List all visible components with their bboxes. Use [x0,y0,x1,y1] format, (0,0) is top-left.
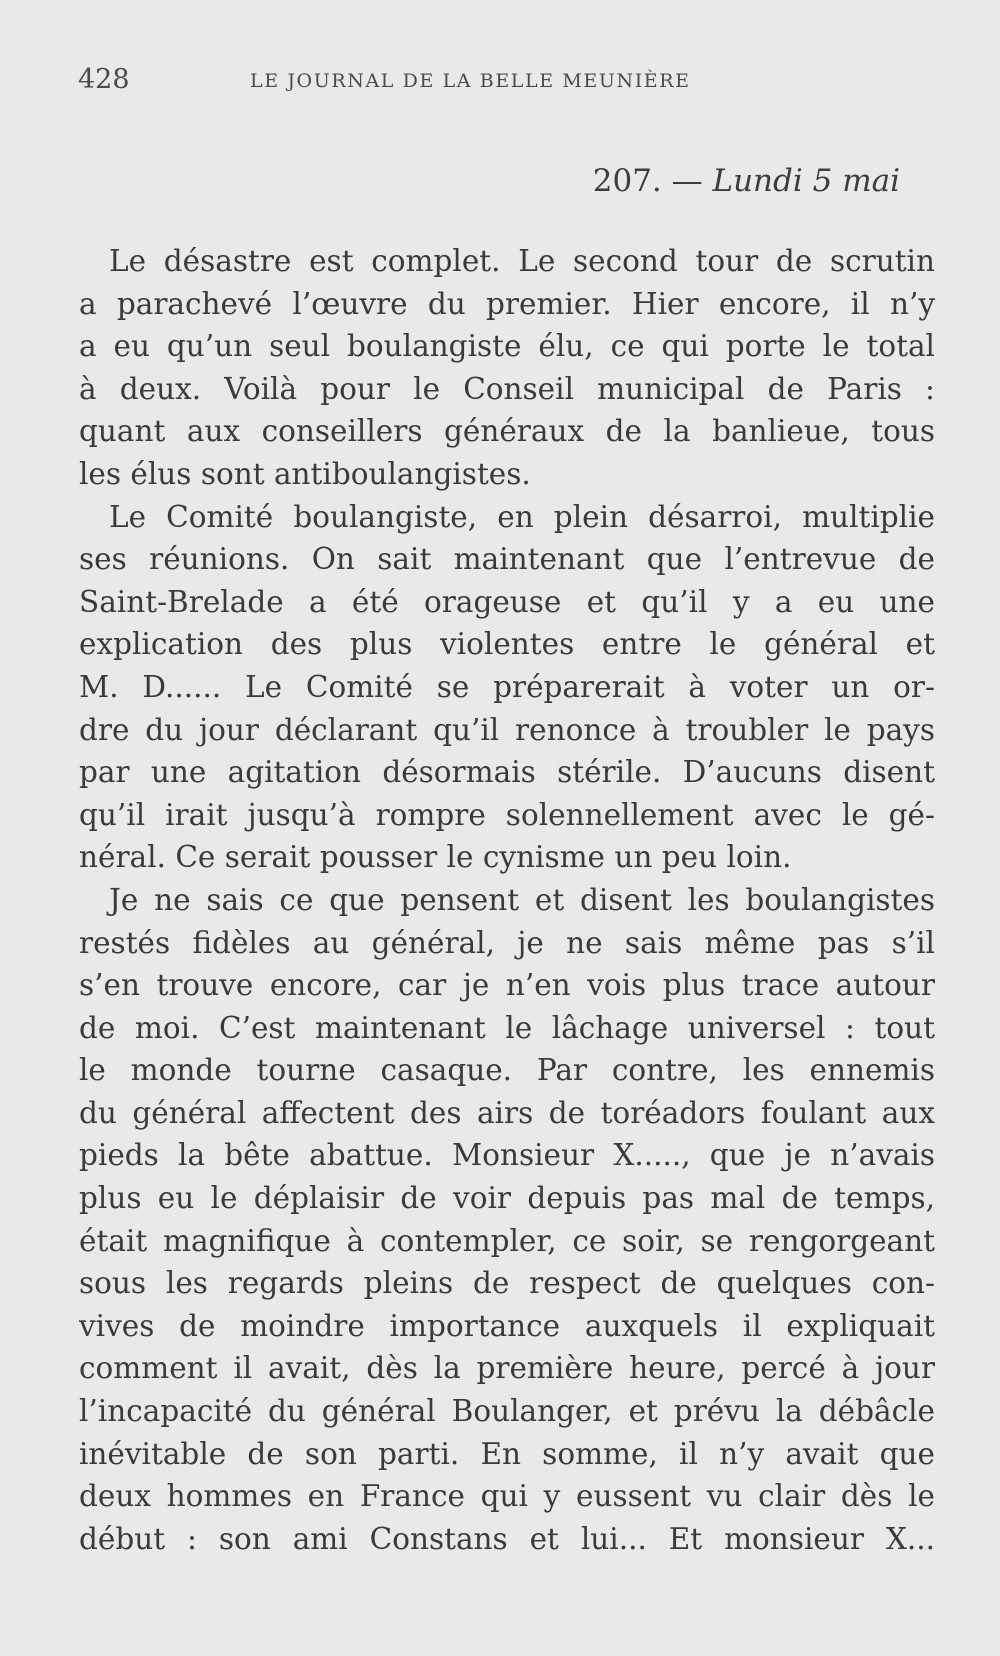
text-line: quant aux conseillers généraux de la banlieue, tous [79,414,935,449]
text-line: inévitable de son parti. En somme, il n’y avait que [79,1436,935,1471]
text-line: du général affectent des airs de toréadors foulant aux [79,1095,935,1130]
text-line: par une agitation désormais stérile. D’aucuns disent [79,755,935,790]
text-line: dre du jour déclarant qu’il renonce à troubler le pays [79,712,935,747]
entry-heading [593,163,900,199]
text-line: vives de moindre importance auxquels il expliquait [79,1308,935,1343]
body-text [79,240,935,1560]
text-line: a parachevé l’œuvre du premier. Hier encore, il n’y [79,286,935,321]
running-head [78,62,753,102]
paragraph-3 [79,879,935,1561]
page-number: 428 [78,64,130,95]
text-line: sous les regards pleins de respect de quelques con- [79,1266,935,1301]
running-title: LE JOURNAL DE LA BELLE MEUNIÈRE [250,70,691,92]
text-line: M. D...... Le Comité se préparerait à voter un or- [79,669,935,704]
text-line: Le Comité boulangiste, en plein désarroi, multiplie [109,499,935,534]
text-line: les élus sont antiboulangistes. [79,456,531,491]
text-line: plus eu le déplaisir de voir depuis pas mal de temps, [79,1181,935,1216]
text-line: restés fidèles au général, je ne sais même pas s’il [79,925,935,960]
paragraph-2 [79,496,935,879]
text-line: à deux. Voilà pour le Conseil municipal de Paris : [79,371,935,406]
text-line: pieds la bête abattue. Monsieur X....., que je n’avais [79,1138,935,1173]
text-line: l’incapacité du général Boulanger, et prévu la débâcle [79,1394,935,1429]
text-line: Le désastre est complet. Le second tour de scrutin [109,244,935,278]
text-line: le monde tourne casaque. Par contre, les ennemis [79,1053,935,1088]
text-line: néral. Ce serait pousser le cynisme un peu loin. [79,840,792,875]
text-line: Saint-Brelade a été orageuse et qu’il y a eu une [79,584,935,619]
text-line: explication des plus violentes entre le général et [79,627,935,662]
text-line: deux hommes en France qui y eussent vu clair dès le [79,1479,935,1514]
text-line: était magnifique à contempler, ce soir, se rengorgeant [79,1223,935,1258]
text-line: début : son ami Constans et lui... Et monsieur X... [79,1521,935,1556]
text-line: de moi. C’est maintenant le lâchage universel : tout [79,1010,935,1045]
entry-number: 207. — [592,163,703,199]
text-line: s’en trouve encore, car je n’en vois plus trace autour [79,968,935,1003]
text-line: ses réunions. On sait maintenant que l’entrevue de [79,542,935,577]
text-line: Je ne sais ce que pensent et disent les boulangistes [109,882,935,917]
entry-date: Lundi 5 mai [712,163,900,199]
text-line: comment il avait, dès la première heure, percé à jour [79,1351,935,1386]
paragraph-1 [79,240,935,496]
text-line: qu’il irait jusqu’à rompre solennellement avec le gé- [79,797,935,832]
text-line: a eu qu’un seul boulangiste élu, ce qui porte le total [79,329,935,364]
